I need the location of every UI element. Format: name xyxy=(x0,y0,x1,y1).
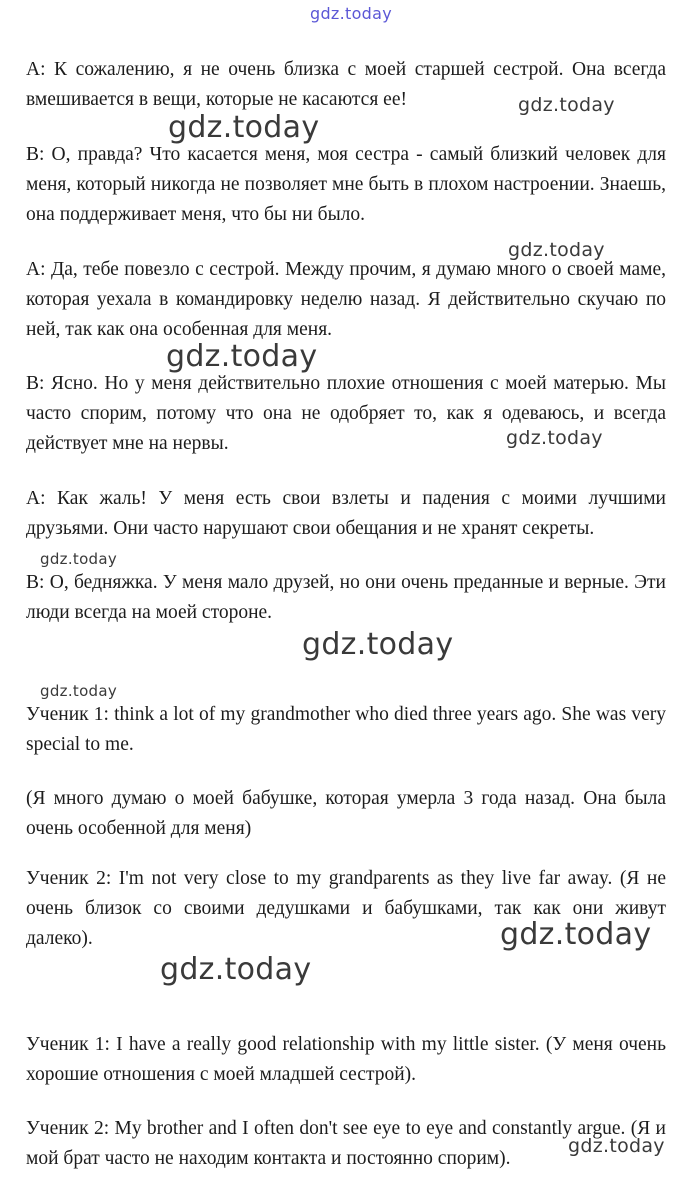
dialogue-paragraph-b2: В: Ясно. Но у меня действительно плохие отношения с моей матерью. Мы часто спорим, потому что она не одобряет то, как я одеваюсь, и всегда действует мне на нервы. xyxy=(26,373,666,454)
watermark: gdz.today xyxy=(40,682,118,700)
student-paragraph-translation-1: (Я много думаю о моей бабушке, которая умерла 3 года назад. Она была очень особенной для меня) xyxy=(26,788,666,839)
watermark: gdz.today xyxy=(160,952,312,987)
watermark: gdz.today xyxy=(568,1135,665,1157)
dialogue-paragraph-a3: А: Как жаль! У меня есть свои взлеты и падения с моими лучшими друзьями. Они часто нарушают свои обещания и не хранят секреты. xyxy=(26,488,666,539)
watermark: gdz.today xyxy=(500,917,652,952)
watermark-top[interactable]: gdz.today xyxy=(310,4,392,23)
watermark: gdz.today xyxy=(302,627,454,662)
watermark: gdz.today xyxy=(168,110,320,145)
student-paragraph-4: Ученик 2: My brother and I often don't see eye to eye and constantly argue. (Я и мой брат часто не находим контакта и постоянно спорим). xyxy=(26,1118,666,1169)
dialogue-paragraph-b1: В: О, правда? Что касается меня, моя сестра - самый близкий человек для меня, который никогда не позволяет мне быть в плохом настроении. Знаешь, она поддерживает меня, что бы ни было. xyxy=(26,144,666,225)
watermark: gdz.today xyxy=(40,550,118,568)
watermark: gdz.today xyxy=(508,239,605,261)
student-paragraph-2: Ученик 2: I'm not very close to my grandparents as they live far away. (Я не очень близок со своими дедушками и бабушками, так как они живут далеко). xyxy=(26,868,666,949)
dialogue-paragraph-a1: А: К сожалению, я не очень близка с моей старшей сестрой. Она всегда вмешивается в вещи, которые не касаются ее! xyxy=(26,59,666,110)
watermark: gdz.today xyxy=(506,427,603,449)
student-paragraph-3: Ученик 1: I have a really good relationship with my little sister. (У меня очень хорошие отношения с моей младшей сестрой). xyxy=(26,1034,666,1085)
watermark: gdz.today xyxy=(166,339,318,374)
student-paragraph-1: Ученик 1: think a lot of my grandmother who died three years ago. She was very special to me. xyxy=(26,704,666,755)
watermark: gdz.today xyxy=(518,94,615,116)
dialogue-paragraph-a2: А: Да, тебе повезло с сестрой. Между прочим, я думаю много о своей маме, которая уехала в командировку неделю назад. Я действительно скучаю по ней, так как она особенная для меня. xyxy=(26,259,666,340)
dialogue-paragraph-b3: В: О, бедняжка. У меня мало друзей, но они очень преданные и верные. Эти люди всегда на моей стороне. xyxy=(26,572,666,623)
